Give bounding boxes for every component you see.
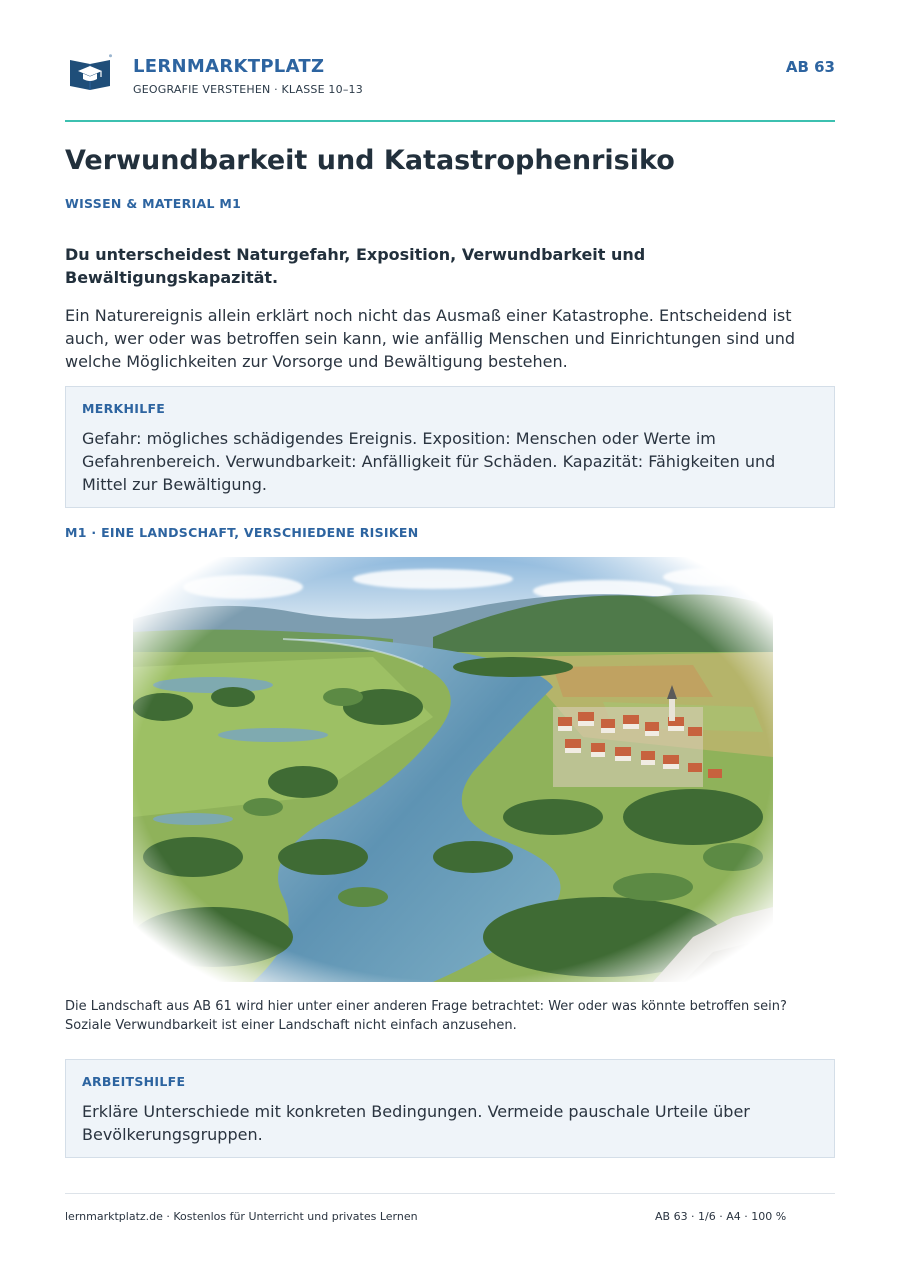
footer-divider [65,1193,835,1194]
arbeitshilfe-box [65,1059,835,1158]
graduation-cap-book-icon [68,54,112,92]
figure-caption: Die Landschaft aus AB 61 wird hier unter einer anderen Frage betrachtet: Wer oder was könnte betroffen sein? Soziale Verwundbarkeit ist einer Landschaft nicht einfach anzusehen. [65,999,787,1033]
figure-label: M1 · EINE LANDSCHAFT, VERSCHIEDENE RISIKEN [65,525,419,540]
merkhilfe-label: MERKHILFE [82,401,166,416]
brand-subtitle: GEOGRAFIE VERSTEHEN · KLASSE 10–13 [133,83,363,96]
sheet-id: AB 63 [785,58,835,76]
arbeitshilfe-label: ARBEITSHILFE [82,1074,186,1089]
river-landscape-illustration [133,557,773,982]
page-title: Verwundbarkeit und Katastrophenrisiko [65,145,675,176]
section-label: WISSEN & MATERIAL M1 [65,196,242,211]
brand-name: LERNMARKTPLATZ [133,56,325,77]
header-divider [65,120,835,122]
merkhilfe-box [65,386,835,508]
intro-paragraph: Ein Naturereignis allein erklärt noch nicht das Ausmaß einer Katastrophe. Entscheidend ist auch, wer oder was betroffen sein kann, wie anfällig Menschen und Einrichtungen sind und welche Möglichkeiten zur Vorsorge und Bewältigung bestehen. [65,306,796,371]
footer-website: lernmarktplatz.de · Kostenlos für Unterricht und privates Lernen [65,1210,418,1223]
arbeitshilfe-text: Erkläre Unterschiede mit konkreten Bedingungen. Vermeide pauschale Urteile über Bevölkerungsgruppen. [82,1102,750,1144]
merkhilfe-text: Gefahr: mögliches schädigendes Ereignis. Exposition: Menschen oder Werte im Gefahrenbereich. Verwundbarkeit: Anfälligkeit für Schäden. Kapazität: Fähigkeiten und Mittel zur Bewältigung. [82,429,776,494]
learning-goal: Du unterscheidest Naturgefahr, Exposition, Verwundbarkeit und Bewältigungskapazität. [65,245,646,287]
footer-page-info: AB 63 · 1/6 · A4 · 100 % [655,1210,787,1223]
